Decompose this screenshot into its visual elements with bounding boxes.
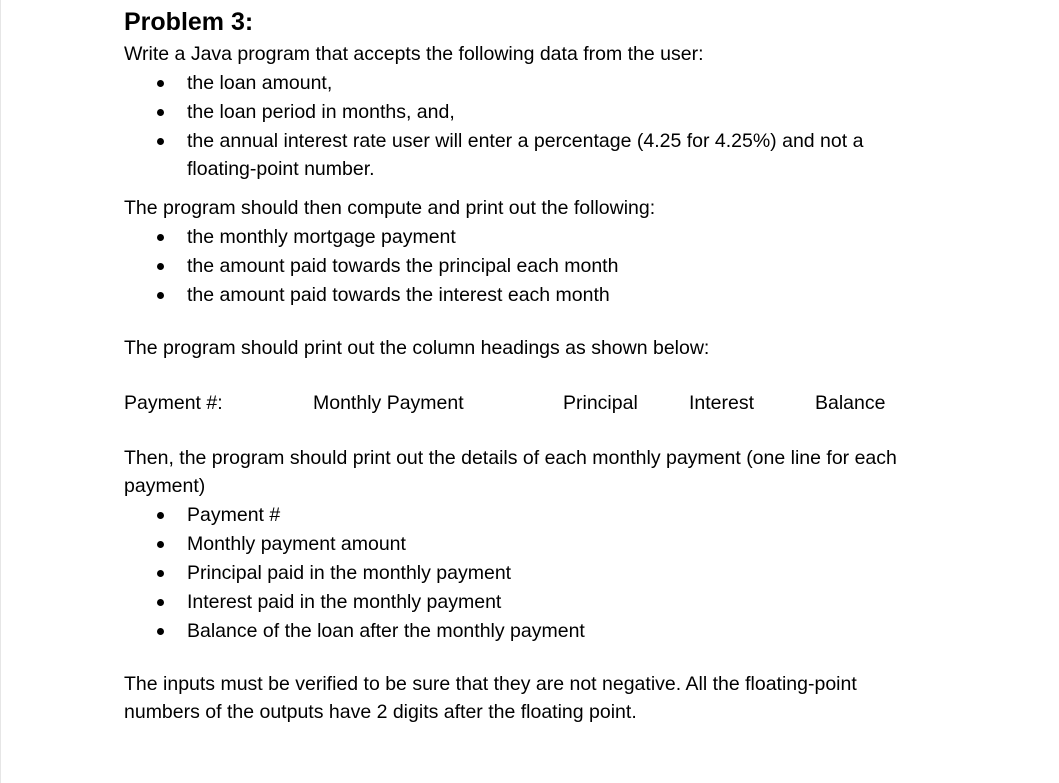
heading-payment: Payment #: [124,392,223,414]
bullet-icon [157,138,164,145]
heading-monthly-payment: Monthly Payment [313,392,464,414]
list-item: Interest paid in the monthly payment [124,588,585,617]
list-item: the amount paid towards the principal each month [124,252,618,281]
details-intro-text: Then, the program should print out the details of each monthly payment (one line for each payment) [124,447,897,497]
intro-text: Write a Java program that accepts the following data from the user: [124,43,704,65]
column-headings [0,389,1059,417]
list-item: Balance of the loan after the monthly payment [124,617,585,646]
heading-principal: Principal [563,392,638,414]
heading-interest: Interest [689,392,755,414]
bullet-icon [157,599,164,606]
list-item: the amount paid towards the interest each month [124,281,618,310]
bullet-icon [157,541,164,548]
bullet-icon [157,292,164,299]
list-item: the monthly mortgage payment [124,223,618,252]
headings-intro-text: The program should print out the column headings as shown below: [124,337,710,359]
details-list [124,501,585,646]
compute-intro-text: The program should then compute and print out the following: [124,197,656,219]
list-item: the loan period in months, and, [124,98,927,127]
bullet-icon [157,512,164,519]
bullet-icon [157,234,164,241]
list-item: Monthly payment amount [124,530,585,559]
closing-text: The inputs must be verified to be sure that they are not negative. All the floating-point numbers of the outputs have 2 digits after the floating point. [124,673,857,723]
bullet-icon [157,628,164,635]
bullet-icon [157,109,164,116]
list-item: the annual interest rate user will enter a percentage (4.25 for 4.25%) and not a floating-point number. [124,127,927,183]
heading-balance: Balance [815,392,886,414]
bullet-icon [157,263,164,270]
list-item: Payment # [124,501,585,530]
list-item: the loan amount, [124,69,927,98]
bullet-icon [157,570,164,577]
inputs-list [124,69,927,183]
outputs-list [124,223,618,310]
bullet-icon [157,80,164,87]
list-item: Principal paid in the monthly payment [124,559,585,588]
problem-title: Problem 3: [124,8,254,36]
